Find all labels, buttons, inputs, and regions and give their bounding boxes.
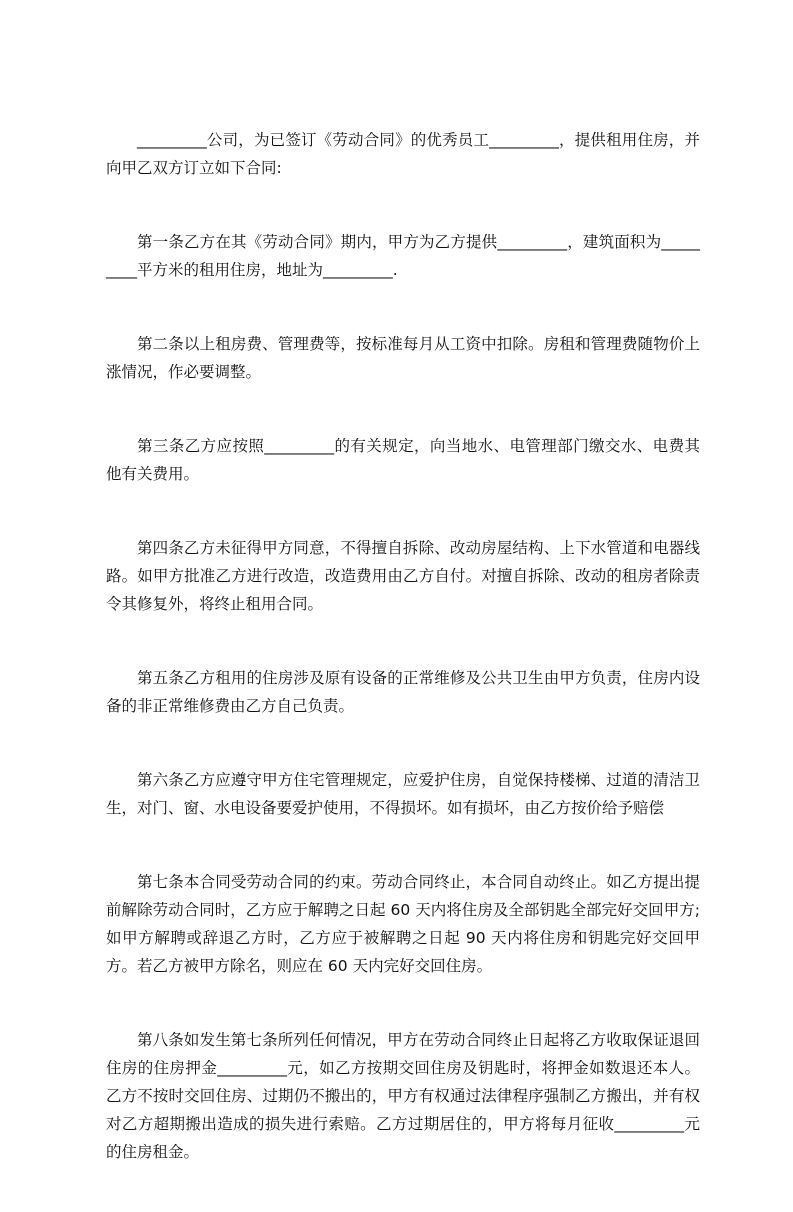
contract-body — [106, 126, 700, 1212]
paragraph-article-8: 第八条如发生第七条所列任何情况，甲方在劳动合同终止日起将乙方收取保证退回住房的住房押金_________元，如乙方按期交回住房及钥匙时，将押金如数退还本人。乙方不按时交回住房、过期仍不搬出的，甲方有权通过法律程序强制乙方搬出，并有权对乙方超期搬出造成的损失进行索赔。乙方过期居住的，甲方将每月征收_________元的住房租金。 — [106, 1031, 700, 1161]
paragraph-article-1: 第一条乙方在其《劳动合同》期内，甲方为乙方提供_________，建筑面积为_________平方米的租用住房，地址为_________. — [106, 233, 700, 279]
paragraph-article-2: 第二条以上租房费、管理费等，按标准每月从工资中扣除。房租和管理费随物价上涨情况，作必要调整。 — [106, 335, 700, 381]
paragraph-article-7: 第七条本合同受劳动合同的约束。劳动合同终止，本合同自动终止。如乙方提出提前解除劳动合同时，乙方应于解聘之日起 60 天内将住房及全部钥匙全部完好交回甲方;如甲方解聘或辞退乙方时，乙方应于被解聘之日起 90 天内将住房和钥匙完好交回甲方。若乙方被甲方除名，则应在 60 天内完好交回住房。 — [106, 873, 700, 975]
paragraph-article-6: 第六条乙方应遵守甲方住宅管理规定，应爱护住房，自觉保持楼梯、过道的清洁卫生，对门、窗、水电设备要爱护使用，不得损坏。如有损坏，由乙方按价给予赔偿 — [106, 771, 700, 817]
paragraph-article-4: 第四条乙方未征得甲方同意，不得擅自拆除、改动房屋结构、上下水管道和电器线路。如甲方批准乙方进行改造，改造费用由乙方自付。对擅自拆除、改动的租房者除责令其修复外，将终止租用合同。 — [106, 539, 700, 613]
paragraph-article-5: 第五条乙方租用的住房涉及原有设备的正常维修及公共卫生由甲方负责，住房内设备的非正常维修费由乙方自己负责。 — [106, 669, 700, 715]
paragraph-intro: _________公司，为已签订《劳动合同》的优秀员工_________，提供租用住房，并向甲乙双方订立如下合同: — [106, 131, 700, 177]
paragraph-article-3: 第三条乙方应按照_________的有关规定，向当地水、电管理部门缴交水、电费其他有关费用。 — [106, 437, 700, 483]
